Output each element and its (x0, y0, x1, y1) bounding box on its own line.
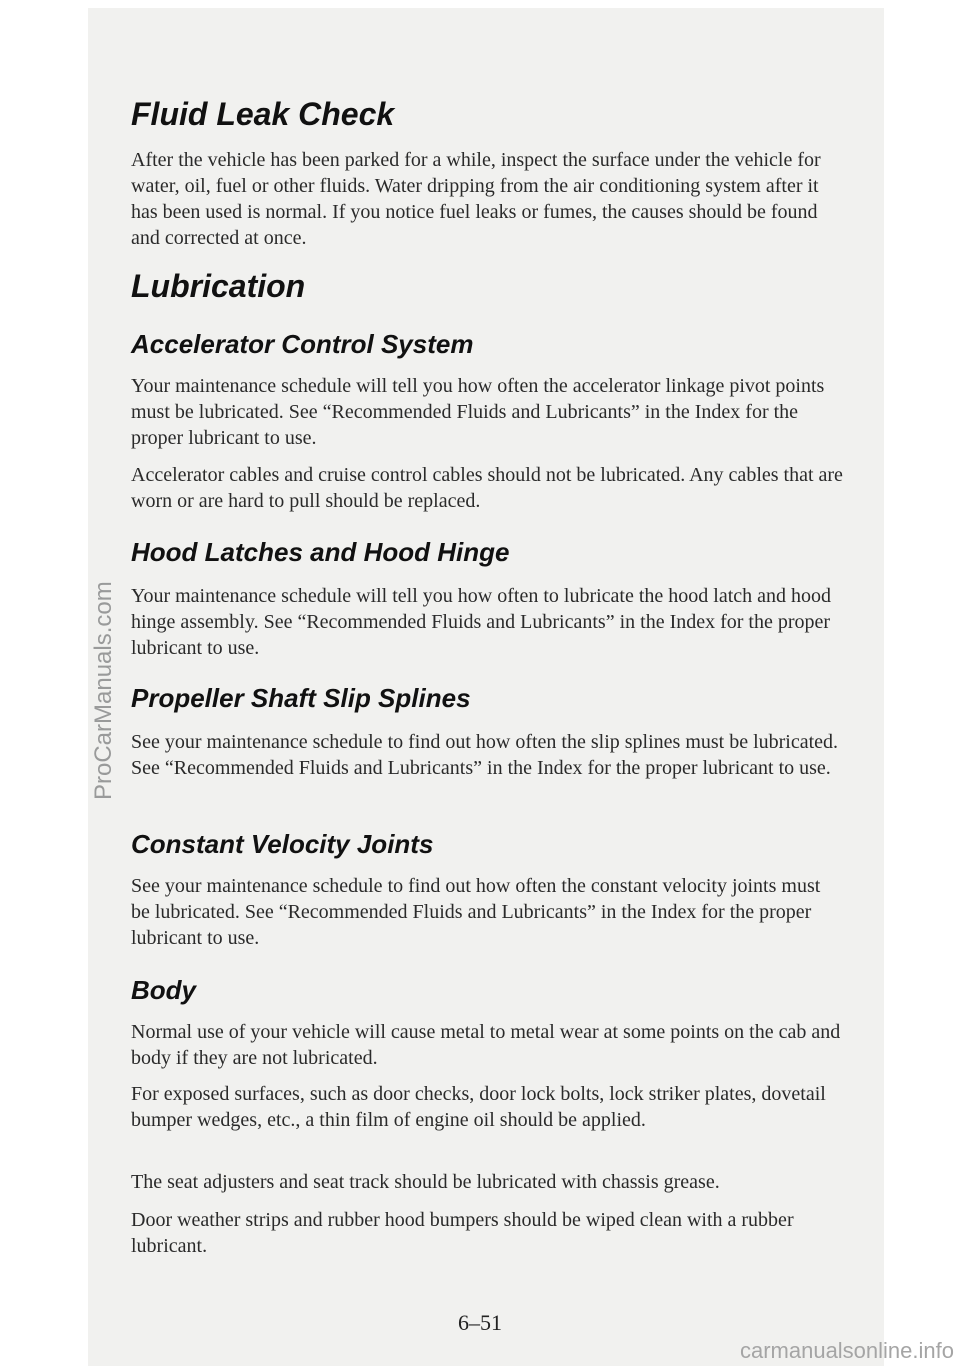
paragraph-body-2: For exposed surfaces, such as door checks, door lock bolts, lock striker plates, dovetail bumper wedges, etc., a thin film of engine oil should be applied. (131, 1083, 826, 1131)
heading-hood-latches: Hood Latches and Hood Hinge (131, 537, 510, 567)
paragraph-cv-joints: See your maintenance schedule to find out how often the constant velocity joints must be lubricated. See “Recommended Fluids and Lubricants” in the Index for the proper lubricant to use. (131, 875, 821, 949)
paragraph-body-1: Normal use of your vehicle will cause metal to metal wear at some points on the cab and body if they are not lubricated. (131, 1021, 841, 1069)
paragraph-body-4: Door weather strips and rubber hood bumpers should be wiped clean with a rubber lubricant. (131, 1209, 794, 1257)
heading-accelerator-control-system: Accelerator Control System (131, 329, 474, 359)
heading-lubrication: Lubrication (131, 268, 306, 304)
paragraph-fluid-leak: After the vehicle has been parked for a while, inspect the surface under the vehicle for water, oil, fuel or other fluids. Water dripping from the air conditioning system after it has been used is normal. If you notice fuel leaks or fumes, the causes should be found and corrected at once. (131, 149, 821, 249)
heading-constant-velocity-joints: Constant Velocity Joints (131, 829, 434, 859)
paragraph-accelerator-2: Accelerator cables and cruise control cables should not be lubricated. Any cables that are worn or are hard to pull should be replaced. (131, 464, 843, 512)
watermark-carmanualsonline: carmanualsonline.info (739, 1338, 954, 1363)
watermark-procarmanuals (90, 760, 330, 800)
heading-fluid-leak-check: Fluid Leak Check (131, 96, 395, 132)
page-number: 6–51 (458, 1310, 502, 1335)
paragraph-hood: Your maintenance schedule will tell you how often to lubricate the hood latch and hood hinge assembly. See “Recommended Fluids and Lubricants” in the Index for the proper lubricant to use. (131, 585, 832, 659)
paragraph-propeller: See your maintenance schedule to find out how often the slip splines must be lubricated. See “Recommended Fluids and Lubricants” in the Index for the proper lubricant to use. (131, 731, 839, 779)
paragraph-accelerator-1: Your maintenance schedule will tell you how often the accelerator linkage pivot points must be lubricated. See “Recommended Fluids and Lubricants” in the Index for the proper lubricant to use. (131, 375, 825, 449)
heading-body: Body (131, 975, 196, 1005)
paragraph-body-3: The seat adjusters and seat track should be lubricated with chassis grease. (131, 1171, 720, 1193)
heading-propeller-shaft: Propeller Shaft Slip Splines (131, 683, 471, 713)
